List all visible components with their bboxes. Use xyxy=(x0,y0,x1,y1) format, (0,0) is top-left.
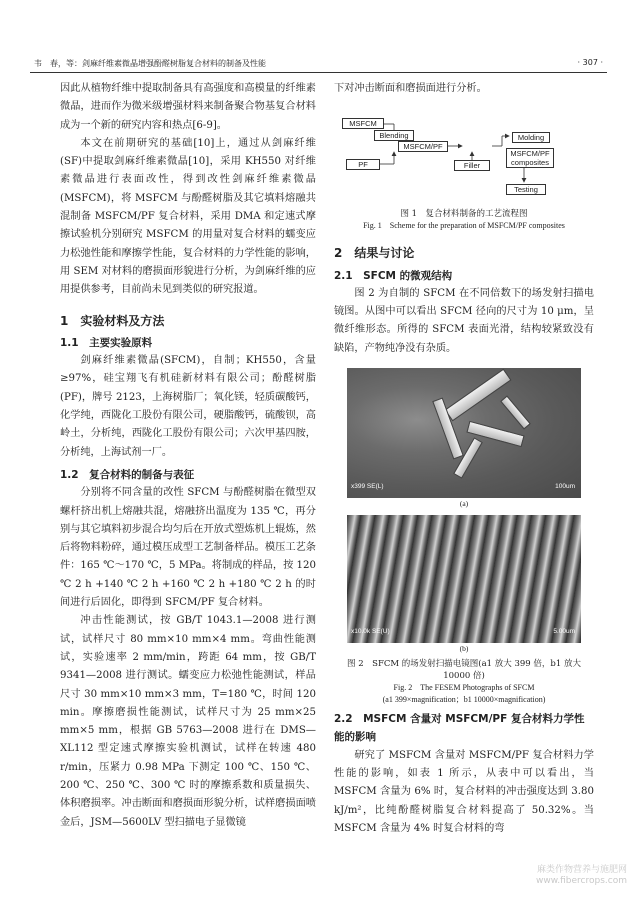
fig1-caption-cn: 图 1 复合材料制备的工艺流程图 xyxy=(400,209,528,220)
sem-image-a xyxy=(347,368,581,498)
sem-a-scale: 100um xyxy=(555,482,575,490)
fig2-caption-en-2: (a1 399×magnification；b1 10000×magnification) xyxy=(382,695,546,705)
preparation-paragraph: 分别将不同含量的改性 SFCM 与酚醛树脂在微型双螺杆挤出机上熔融共混，熔融挤出温度为 135 ℃，再分别与其它填料初步混合均匀后在开放式塑炼机上辊炼，然后将物料粉碎，通过模压成型工艺制备样品。模压工艺条件：165 ℃～170 ℃，5 MPa。将制成的样品，按 120 ℃ 2 h +140 ℃ 2 h +160 ℃ 2 h +180 ℃ 2 h 的时间进行后固化，即得到 SFCM/PF 复合材料。 xyxy=(60,487,316,609)
blending-box: Blending xyxy=(374,130,414,141)
sem-image-b xyxy=(347,515,581,643)
section-2-title: 2 结果与讨论 xyxy=(334,246,415,261)
process-flow-diagram xyxy=(334,104,594,204)
section-2-2-title: 2.2 MSFCM 含量对 MSFCM/PF 复合材料力学性能的影响 xyxy=(334,713,585,744)
fiber-shape xyxy=(500,396,531,430)
molding-box: Molding xyxy=(512,132,550,143)
msfcm-pf-box: MSFCM/PF xyxy=(398,141,448,152)
msfcm-box: MSFCM xyxy=(342,118,384,129)
sem-b-label: (b) xyxy=(459,644,469,654)
testing-paragraph: 冲击性能测试，按 GB/T 1043.1—2008 进行测试，试样尺寸 80 mm×10 mm×4 mm。弯曲性能测试，实验速率 2 mm/min，跨距 64 mm，按 GB/T 9341—2008 进行测试。蠕变应力松弛性能测试，样品尺寸 30 mm×10 mm×3 mm，T=180 ℃，时间 120 min。摩擦磨损性能测试，试样尺寸为 25 mm×25 mm×5 mm，根据 GB 5763—2008 进行在 DMS—XL112 型定速式摩擦实验机测试，试样在转速 480 r/min，压紧力 0.98 MPa 下测定 100 ℃、150 ℃、200 ℃、250 ℃、300 ℃ 时的摩擦系数和质量损失、体积磨损率。冲击断面和磨损面形貌分析，试样磨损面喷金后，JSM—5600LV 型扫描电子显微镜 xyxy=(60,615,316,828)
running-header xyxy=(30,56,607,73)
section-2-1-title: 2.1 SFCM 的微观结构 xyxy=(334,269,453,282)
composites-box: MSFCM/PF composites xyxy=(506,148,554,168)
materials-paragraph: 剑麻纤维素微晶(SFCM)，自制；KH550，含量≥97%，硅宝翔飞有机硅新材料有限公司；酚醛树脂(PF)，牌号 2123，上海树脂厂；氧化镁，轻质碳酸钙，化学纯，西陇化工股份有限公司，硬脂酸钙，硫酸钡，高岭土，分析纯，西陇化工股份有限公司；六次甲基四胺，分析纯，上海试剂一厂。 xyxy=(60,355,316,458)
intro-paragraph-2: 本文在前期研究的基础[10]上，通过从剑麻纤维(SF)中提取剑麻纤维素微晶[10]，采用 KH550 对纤维素微晶进行表面改性，得到改性剑麻纤维素微晶(MSFCM)，将 MSFCM 与酚醛树脂及其它填料熔融共混制备 MSFCM/PF 复合材料，采用 DMA 和定速式摩擦试验机分别研究 MSFCM 的用量对复合材料的蠕变应力松弛性能和摩擦学性能，复合材料的力学性能的影响，用 SEM 对材料的磨损面形貌进行分析，为剑麻纤维的应用提供参考，目前尚未见到类似的研究报道。 xyxy=(60,137,316,296)
right-column xyxy=(334,80,594,838)
watermark-line-1: 麻类作物营养与施肥网 xyxy=(536,865,627,875)
sem-b-scale: 5.00um xyxy=(553,627,575,635)
fig2-caption-cn: 图 2 SFCM 的场发射扫描电镜图(a1 放大 399 倍，b1 放大 10000 倍) xyxy=(347,659,581,682)
running-title: 韦 春，等：剑麻纤维素微晶增强酚醛树脂复合材料的制备及性能 xyxy=(34,59,266,68)
watermark-line-2: www.fibercrops.com xyxy=(536,876,627,886)
fig2-caption-en: Fig. 2 The FESEM Photographs of SFCM xyxy=(393,683,535,693)
sem-a-tag: x399 SE(L) xyxy=(351,482,384,490)
continued-text: 下对冲击断面和磨损面进行分析。 xyxy=(334,83,487,94)
sem-a-label: (a) xyxy=(459,499,469,509)
intro-paragraph-1: 因此从植物纤维中提取制备具有高强度和高模量的纤维素微晶，进而作为微米级增强材料来制备聚合物基复合材料成为一个新的研究内容和热点[6-9]。 xyxy=(60,83,316,131)
fig1-caption-en: Fig. 1 Scheme for the preparation of MSFCM/PF composites xyxy=(363,221,565,231)
section-1-1-title: 1.1 主要实验原料 xyxy=(60,336,153,349)
sfcm-structure-paragraph: 图 2 为自制的 SFCM 在不同倍数下的场发射扫描电镜图。从图中可以看出 SFCM 径向的尺寸为 10 μm，呈微纤维形态。所得的 SFCM 表面光滑，结构较紧致没有缺陷，产物纯净没有杂质。 xyxy=(334,287,594,354)
filler-box: Filler xyxy=(454,160,490,171)
page-number: · 307 · xyxy=(577,58,603,67)
sem-b-tag: x10.0k SE(U) xyxy=(351,627,390,635)
pf-box: PF xyxy=(346,159,380,170)
testing-box: Testing xyxy=(506,184,546,195)
mechanical-properties-paragraph: 研究了 MSFCM 含量对 MSFCM/PF 复合材料力学性能的影响，如表 1 所示，从表中可以看出，当 MSFCM 含量为 6% 时，复合材料的冲击强度达到 3.80 kJ/m²，比纯酚醛树脂复合材料提高了 50.32%。当 MSFCM 含量为 4% 时复合材料的弯 xyxy=(334,749,594,834)
fiber-shape xyxy=(444,369,511,422)
left-column xyxy=(60,80,316,832)
section-1-2-title: 1.2 复合材料的制备与表征 xyxy=(60,468,195,481)
section-1-title: 1 实验材料及方法 xyxy=(60,313,165,328)
watermark xyxy=(536,865,627,887)
